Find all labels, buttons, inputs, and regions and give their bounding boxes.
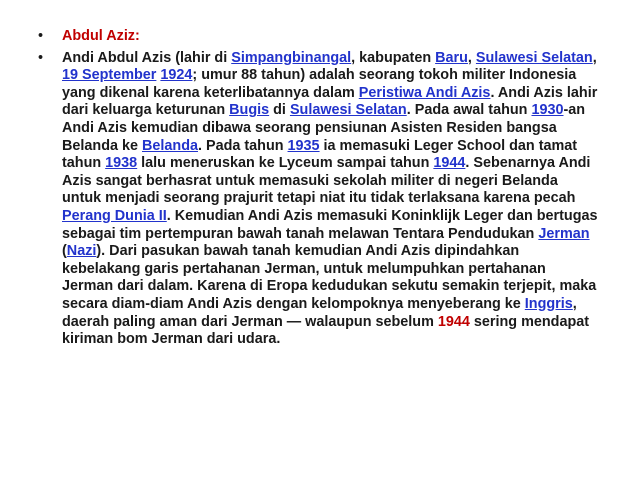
text-segment: . Pada awal tahun <box>406 102 532 119</box>
heading-abdul-aziz: Abdul Aziz: <box>62 28 140 44</box>
link-1944[interactable]: 1944 <box>433 155 466 172</box>
link-1938[interactable]: 1938 <box>105 155 138 172</box>
text-segment: . Sebenarnya Andi Azis sangat berhasrat untuk memasuki sekolah militer di negeri Belanda untuk menjadi seorang prajurit tetapi niat itu tidak terlaksana karena pecah <box>62 155 591 207</box>
biography-paragraph <box>62 50 598 348</box>
text-segment: ( <box>62 243 67 260</box>
text-segment: sering mendapat kiriman bom Jerman dari udara. <box>62 313 590 348</box>
bullet-list <box>38 28 598 349</box>
text-segment: di <box>269 102 290 119</box>
text-segment: ia memasuki Leger School dan tamat tahun <box>62 137 578 172</box>
text-segment: . Pada tahun <box>197 137 288 154</box>
text-segment: -an Andi Azis kemudian dibawa seorang pensiunan Asisten Residen bangsa Belanda ke <box>62 102 586 154</box>
link-baru[interactable]: Baru <box>435 49 468 66</box>
text-segment: Andi Abdul Azis (lahir di <box>62 49 232 66</box>
link-nazi[interactable]: Nazi <box>66 243 97 260</box>
link-simpangbinangal[interactable]: Simpangbinangal <box>231 49 352 66</box>
highlight-1944: 1944 <box>437 313 470 330</box>
link-peristiwa-andi-azis[interactable]: Peristiwa Andi Azis <box>358 84 491 101</box>
link-bugis[interactable]: Bugis <box>229 102 270 119</box>
text-segment: , <box>592 49 597 66</box>
text-segment: , kabupaten <box>351 49 436 66</box>
link-jerman[interactable]: Jerman <box>538 225 590 242</box>
link-1924[interactable]: 1924 <box>160 67 193 84</box>
bullet-dot-icon: • <box>38 49 44 66</box>
link-sulawesi-selatan[interactable]: Sulawesi Selatan <box>475 49 593 66</box>
text-segment: ; umur 88 tahun) adalah seorang tokoh militer Indonesia yang dikenal karena keterlibatannya dalam <box>62 67 577 101</box>
link-inggris[interactable]: Inggris <box>524 295 573 312</box>
list-item-heading <box>38 28 598 46</box>
text-segment: ). Dari pasukan bawah tanah kemudian Andi Azis dipindahkan kebelakang garis pertahanan Jerman, untuk melumpuhkan pertahanan Jerman dari dalam. Karena di Eropa kedudukan sekutu semakin terjepit, maka secara diam-diam Andi Azis dengan kelompoknya menyeberang ke <box>62 243 597 312</box>
link-sulawesi-selatan-2[interactable]: Sulawesi Selatan <box>289 102 407 119</box>
text-segment: lalu meneruskan ke Lyceum sampai tahun <box>137 155 434 172</box>
text-segment: , <box>467 49 476 66</box>
text-segment: . Kemudian Andi Azis memasuki Koninklijk Leger dan bertugas sebagai tim pertempuran bawah tanah melawan Tentara Pendudukan <box>62 207 598 242</box>
text-segment: , daerah paling aman dari Jerman — walaupun sebelum <box>62 295 577 330</box>
link-1935[interactable]: 1935 <box>287 137 320 154</box>
link-belanda[interactable]: Belanda <box>142 137 198 154</box>
link-1930[interactable]: 1930 <box>531 102 564 119</box>
bullet-dot-icon: • <box>38 28 44 44</box>
text-segment: . Andi Azis lahir dari keluarga keturunan <box>62 84 598 119</box>
list-item-biography <box>38 50 598 349</box>
link-19-september[interactable]: 19 September <box>62 67 157 84</box>
link-perang-dunia-ii[interactable]: Perang Dunia II <box>62 207 167 224</box>
